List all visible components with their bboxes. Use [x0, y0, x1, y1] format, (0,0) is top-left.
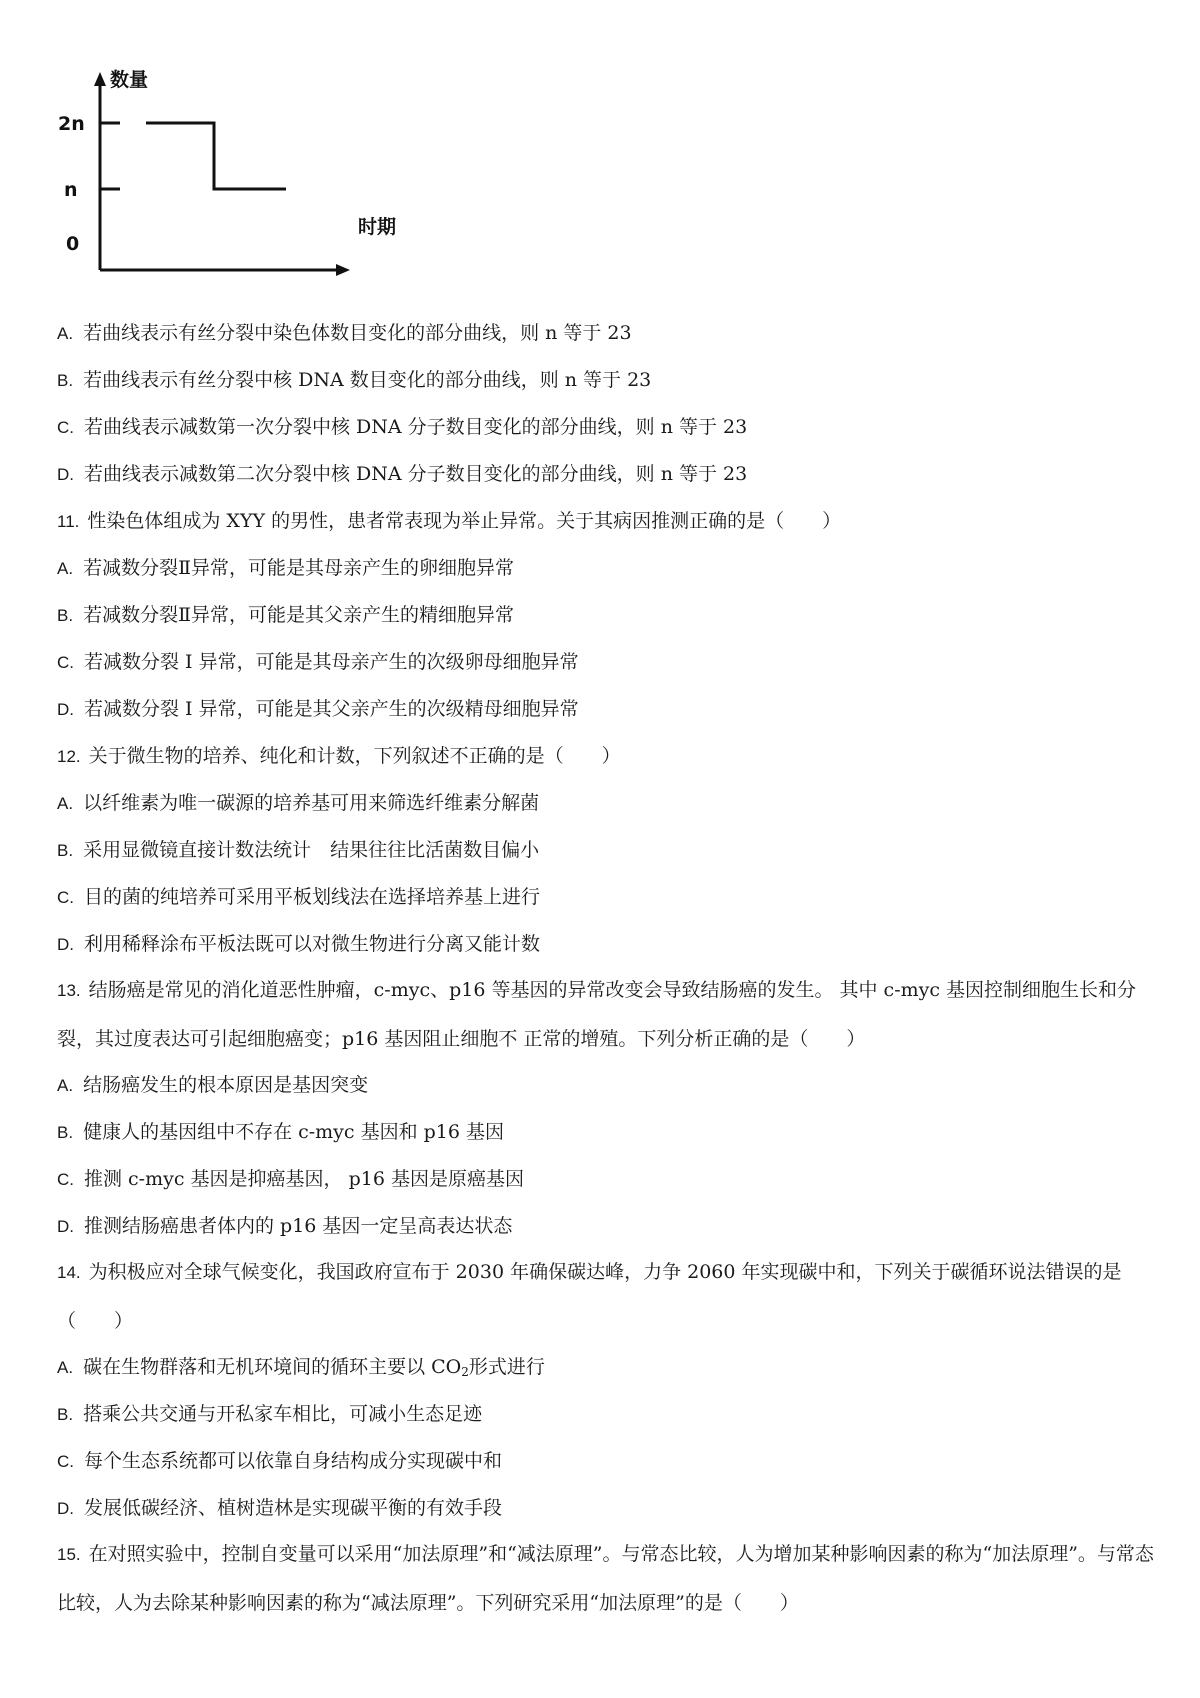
option-text: 推测 c-myc 基因是抑癌基因， p16 基因是原癌基因	[84, 1168, 524, 1190]
q11-option-d	[57, 696, 1160, 723]
option-text: 搭乘公共交通与开私家车相比，可减小生态足迹	[83, 1403, 483, 1425]
option-text: 目的菌的纯培养可采用平板划线法在选择培养基上进行	[84, 886, 541, 908]
option-text-tail: 形式进行	[468, 1356, 545, 1378]
option-label: A.	[57, 1076, 74, 1095]
q11-stem	[57, 508, 1160, 535]
option-text: 若曲线表示有丝分裂中核 DNA 数目变化的部分曲线，则 n 等于 23	[83, 369, 652, 391]
option-label: D.	[57, 1217, 74, 1236]
option-label: A.	[57, 559, 74, 578]
y-axis-arrow	[94, 72, 106, 86]
q13-option-c	[57, 1166, 1160, 1193]
x-axis-label: 时期	[358, 216, 397, 238]
option-text: 若减数分裂 I 异常，可能是其母亲产生的次级卵母细胞异常	[84, 651, 579, 673]
option-text: 每个生态系统都可以依靠自身结构成分实现碳中和	[84, 1450, 503, 1472]
question-text: 关于微生物的培养、纯化和计数，下列叙述不正确的是（ ）	[88, 745, 621, 767]
question-number: 15.	[57, 1545, 81, 1564]
option-text: 采用显微镜直接计数法统计 结果往往比活菌数目偏小	[83, 839, 540, 861]
q10-option-c	[57, 414, 1160, 441]
option-label: A.	[57, 1358, 74, 1377]
option-text: 若曲线表示减数第二次分裂中核 DNA 分子数目变化的部分曲线，则 n 等于 23	[84, 463, 748, 485]
x-axis-arrow	[336, 264, 350, 276]
q12-option-a	[57, 790, 1160, 817]
step-curve-figure	[50, 60, 450, 290]
q12-option-d	[57, 931, 1160, 958]
option-label: B.	[57, 606, 74, 625]
question-text: 性染色体组成为 XYY 的男性，患者常表现为举止异常。关于其病因推测正确的是（ ）	[87, 510, 842, 532]
option-text: 结肠癌发生的根本原因是基因突变	[83, 1074, 369, 1096]
option-label: D.	[57, 700, 74, 719]
q14-stem	[57, 1248, 1160, 1345]
q11-option-c	[57, 649, 1160, 676]
q10-option-b	[57, 367, 1160, 394]
q13-option-d	[57, 1213, 1160, 1240]
option-text: 以纤维素为唯一碳源的培养基可用来筛选纤维素分解菌	[83, 792, 540, 814]
option-label: B.	[57, 371, 74, 390]
q12-option-c	[57, 884, 1160, 911]
option-label: B.	[57, 1123, 74, 1142]
step-curve	[146, 123, 286, 189]
option-text: 健康人的基因组中不存在 c-myc 基因和 p16 基因	[83, 1121, 505, 1143]
option-label: C.	[57, 1170, 74, 1189]
q11-option-a	[57, 555, 1160, 582]
option-text: 若曲线表示有丝分裂中染色体数目变化的部分曲线，则 n 等于 23	[83, 322, 632, 344]
option-text: 若减数分裂Ⅱ异常，可能是其母亲产生的卵细胞异常	[83, 557, 514, 579]
step-curve-svg	[50, 60, 450, 290]
tick-label-2n: 2n	[58, 113, 85, 135]
option-label: D.	[57, 465, 74, 484]
tick-label-0: 0	[66, 233, 80, 255]
q15-stem	[57, 1530, 1160, 1627]
option-label: A.	[57, 794, 74, 813]
q14-option-c	[57, 1448, 1160, 1475]
option-label: D.	[57, 935, 74, 954]
option-label: A.	[57, 324, 74, 343]
q12-option-b	[57, 837, 1160, 864]
question-number: 12.	[57, 747, 81, 766]
option-label: B.	[57, 1405, 74, 1424]
q11-option-b	[57, 602, 1160, 629]
tick-label-n: n	[64, 179, 78, 201]
question-text: 为积极应对全球气候变化，我国政府宣布于 2030 年确保碳达峰，力争 2060 年实现碳中和，下列关于碳循环说法错误的是（ ）	[57, 1261, 1122, 1332]
q13-option-a	[57, 1072, 1160, 1099]
q12-stem	[57, 743, 1160, 770]
option-text: 若曲线表示减数第一次分裂中核 DNA 分子数目变化的部分曲线，则 n 等于 23	[84, 416, 748, 438]
option-label: B.	[57, 841, 74, 860]
q14-option-a	[57, 1354, 1160, 1381]
question-text: 在对照实验中，控制自变量可以采用“加法原理”和“减法原理”。与常态比较，人为增加某种影响因素的称为“加法原理”。与常态比较，人为去除某种影响因素的称为“减法原理”。下列研究采用“加法原理”的是（ ）	[57, 1543, 1154, 1614]
question-number: 13.	[57, 981, 81, 1000]
q14-option-d	[57, 1495, 1160, 1522]
option-text: 利用稀释涂布平板法既可以对微生物进行分离又能计数	[84, 933, 541, 955]
question-number: 14.	[57, 1263, 81, 1282]
q13-stem	[57, 966, 1160, 1063]
option-text: 发展低碳经济、植树造林是实现碳平衡的有效手段	[84, 1497, 503, 1519]
option-text: 碳在生物群落和无机环境间的循环主要以 CO	[83, 1356, 462, 1378]
option-label: D.	[57, 1499, 74, 1518]
option-label: C.	[57, 1452, 74, 1471]
q10-option-a	[57, 320, 1160, 347]
option-label: C.	[57, 888, 74, 907]
question-number: 11.	[57, 512, 80, 531]
q14-option-b	[57, 1401, 1160, 1428]
q10-option-d	[57, 461, 1160, 488]
q13-option-b	[57, 1119, 1160, 1146]
y-axis-label: 数量	[110, 69, 149, 91]
subscript: 2	[461, 1365, 469, 1379]
option-text: 推测结肠癌患者体内的 p16 基因一定呈高表达状态	[84, 1215, 513, 1237]
option-text: 若减数分裂 I 异常，可能是其父亲产生的次级精母细胞异常	[84, 698, 579, 720]
option-label: C.	[57, 653, 74, 672]
question-text: 结肠癌是常见的消化道恶性肿瘤，c-myc、p16 等基因的异常改变会导致结肠癌的发生。 其中 c-myc 基因控制细胞生长和分裂，其过度表达可引起细胞癌变；p16 基因阻止细胞不 正常的增殖。下列分析正确的是（ ）	[57, 979, 1137, 1050]
option-label: C.	[57, 418, 74, 437]
option-text: 若减数分裂Ⅱ异常，可能是其父亲产生的精细胞异常	[83, 604, 514, 626]
